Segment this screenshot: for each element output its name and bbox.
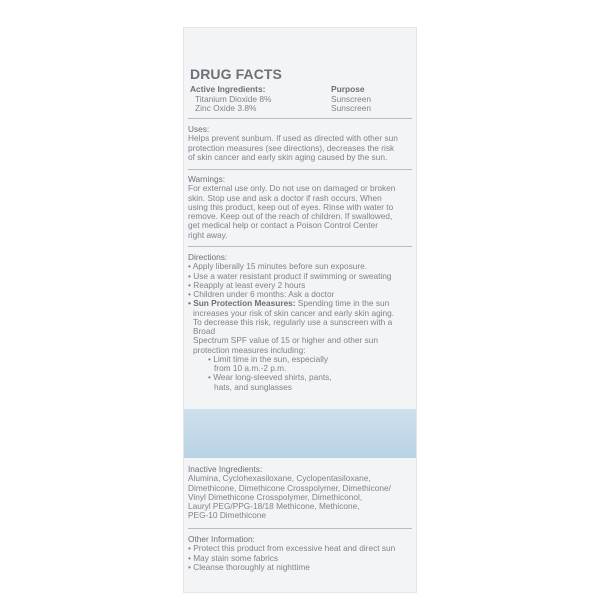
active-ingredient-2: Zinc Oxide 3.8% xyxy=(195,103,257,113)
warnings-section xyxy=(188,175,412,240)
warnings-line: remove. Keep out of the reach of children. If swallowed, xyxy=(188,211,393,221)
other-information-line: • Protect this product from excessive heat and direct sun xyxy=(188,543,396,554)
sun-protection-text: Spectrum SPF value of 15 or higher and other sun xyxy=(193,335,378,346)
blue-band xyxy=(184,409,416,458)
active-ingredients-header: Active Ingredients: xyxy=(190,84,266,94)
purpose-1: Sunscreen xyxy=(331,93,372,104)
sub-bullet: hats, and sunglasses xyxy=(214,381,292,392)
directions-header: Directions: xyxy=(188,252,228,262)
other-information-line: • May stain some fabrics xyxy=(188,552,279,563)
sun-protection-text: increases your risk of skin cancer and early skin aging. xyxy=(193,307,395,318)
inactive-line: Vinyl Dimethicone Crosspolymer, Dimethiconol, xyxy=(188,491,363,502)
uses-header: Uses: xyxy=(188,124,210,134)
warnings-line: right away. xyxy=(188,229,228,240)
sub-bullet: from 10 a.m.-2 p.m. xyxy=(214,363,287,373)
divider xyxy=(188,246,412,247)
panel-title: DRUG FACTS xyxy=(190,66,282,82)
inactive-line: PEG-10 Dimethicone xyxy=(188,510,266,521)
inactive-line: Lauryl PEG/PPG-18/18 Methicone, Methicone, xyxy=(188,501,360,511)
directions-bullet: • Use a water resistant product if swimming or sweating xyxy=(188,270,392,281)
other-information-line: • Cleanse thoroughly at nighttime xyxy=(188,561,310,572)
uses-line: of skin cancer and early skin aging caused by the sun. xyxy=(188,151,388,162)
inactive-ingredients-header: Inactive Ingredients: xyxy=(188,464,263,474)
directions-section xyxy=(188,253,412,392)
directions-bullet: • Reapply at least every 2 hours xyxy=(188,279,306,290)
other-information-header: Other Information: xyxy=(188,534,255,544)
warnings-line: For external use only. Do not use on damaged or broken xyxy=(188,183,396,194)
inactive-ingredients-section xyxy=(188,465,412,521)
active-ingredient-1: Titanium Dioxide 8% xyxy=(195,93,272,104)
divider xyxy=(188,528,412,529)
sun-protection-text: To decrease this risk, regularly use a sunscreen with a Broad xyxy=(193,316,393,336)
sun-protection-label: • Sun Protection Measures: xyxy=(188,298,296,309)
divider xyxy=(188,118,412,119)
inactive-line: Dimethicone, Dimethicone Crosspolymer, Dimethicone/ xyxy=(188,482,391,493)
sub-bullet: • Limit time in the sun, especially xyxy=(208,353,329,364)
uses-section xyxy=(188,125,412,162)
divider xyxy=(188,169,412,170)
uses-line: protection measures (see directions), decreases the risk xyxy=(188,142,395,153)
sub-bullet: • Wear long-sleeved shirts, pants, xyxy=(208,372,332,383)
directions-bullet: • Apply liberally 15 minutes before sun exposure. xyxy=(188,261,368,272)
sun-protection-text: protection measures including: xyxy=(193,344,306,355)
sun-protection-text: Spending time in the sun xyxy=(295,298,390,309)
purpose-2: Sunscreen xyxy=(331,103,372,113)
directions-bullet: • Children under 6 months: Ask a doctor xyxy=(188,289,335,299)
warnings-header: Warnings: xyxy=(188,174,226,184)
uses-line: Helps prevent sunburn. If used as directed with other sun xyxy=(188,133,398,144)
drug-facts-panel xyxy=(183,27,417,593)
warnings-line: using this product, keep out of eyes. Rinse with water to xyxy=(188,201,394,212)
warnings-line: skin. Stop use and ask a doctor if rash occurs. When xyxy=(188,192,382,203)
inactive-line: Alumina, Cyclohexasiloxane, Cyclopentasiloxane, xyxy=(188,473,371,484)
warnings-line: get medical help or contact a Poison Control Center xyxy=(188,220,379,231)
other-information-section xyxy=(188,535,412,572)
purpose-header: Purpose xyxy=(331,84,365,94)
